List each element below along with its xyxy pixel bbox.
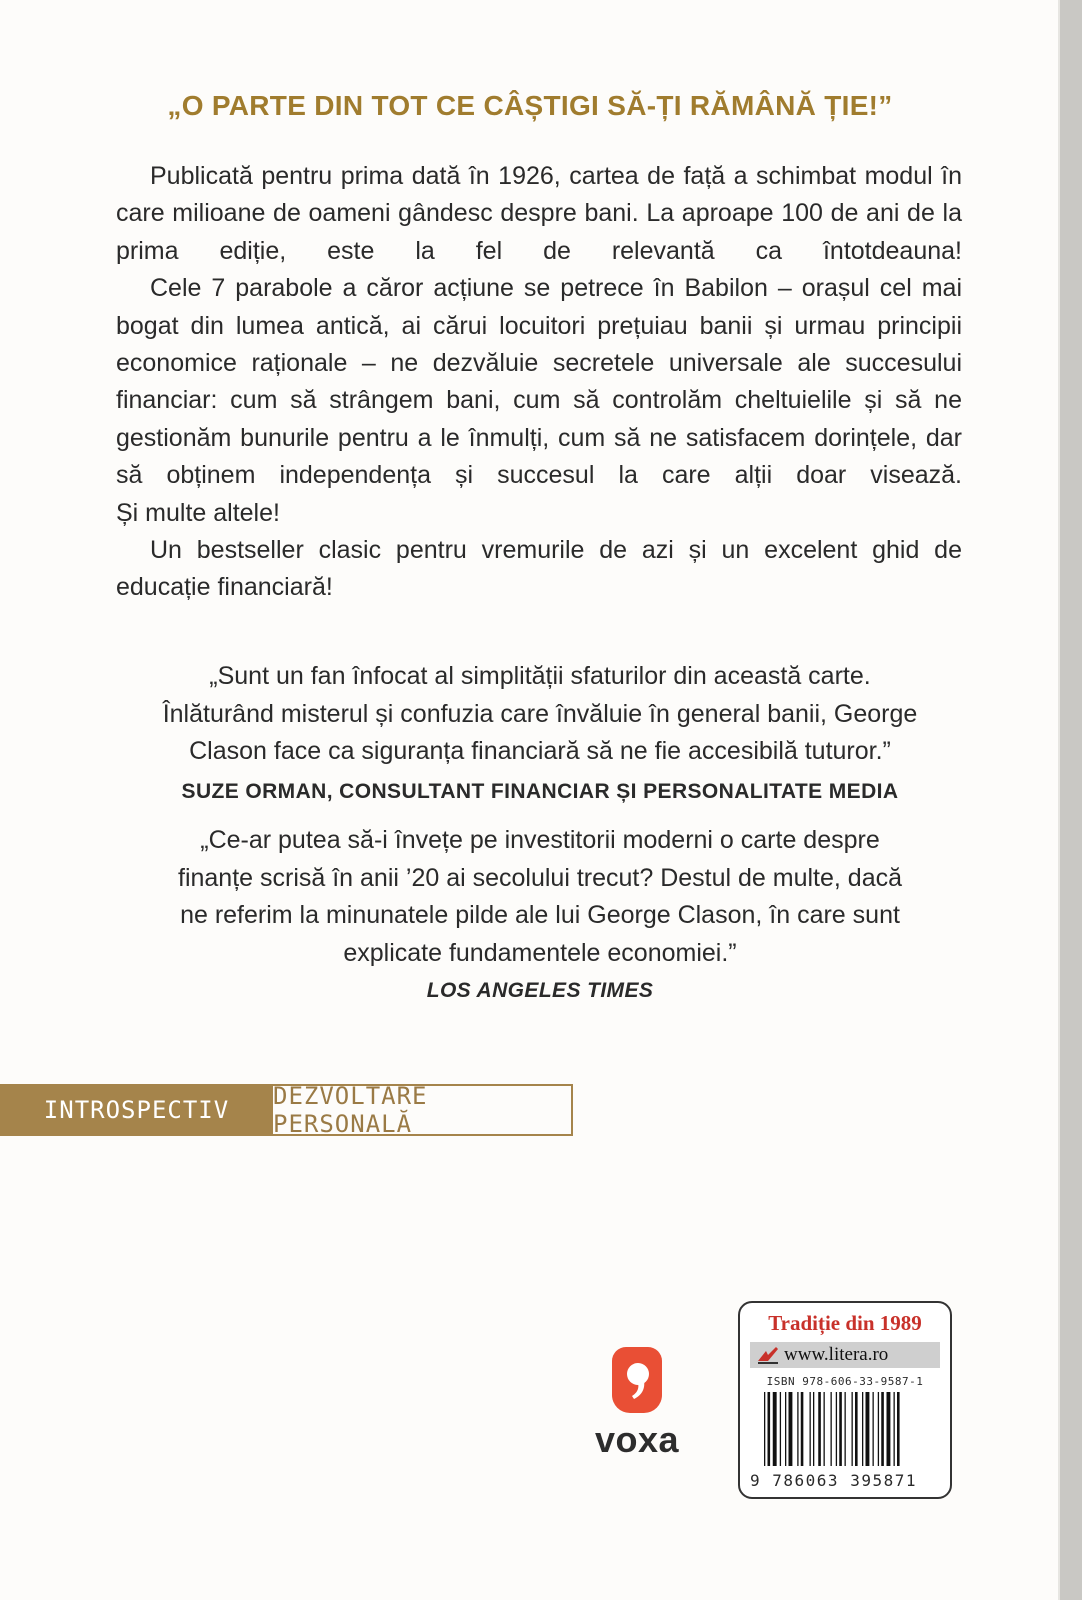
review-quote [100,822,980,1010]
quote-line: „Sunt un fan înfocat al simplității sfaturilor din această carte. [209,662,871,690]
genre-label: DEZVOLTARE PERSONALĂ [273,1084,573,1136]
quote-line: explicate fundamentele economiei.” [343,938,737,967]
litera-logo-icon [756,1345,780,1365]
website-strip [750,1342,940,1368]
imprint-label: INTROSPECTIV [0,1084,273,1136]
quote-line: Clason face ca siguranța financiară să ne fie accesibilă tuturor.” [189,737,891,765]
cover-headline: „O PARTE DIN TOT CE CÂȘTIGI SĂ-ȚI RĂMÂNĂ ȚIE!” [167,90,893,121]
category-banner [0,1084,576,1136]
barcode-panel [738,1301,952,1499]
quote-line: „Ce-ar putea să-i învețe pe investitorii moderni o carte despre [200,826,880,854]
review-quote [100,658,980,810]
blurb [116,158,962,607]
quote-attribution: LOS ANGELES TIMES [426,979,654,1002]
blurb-paragraph: Cele 7 parabole a căror acțiune se petrece în Babilon – orașul cel mai bogat din lumea antică, ai cărui locuitori prețuiau banii și urmau principii economice raționale – ne dezvăluie secretele universale ale succesului financiar: cum să strângem bani, cum să controlăm cheltuielile și să ne gestionăm bunurile pentru a le înmulți, cum să ne satisfacem dorințele, dar să obținem independența și succesul la care alții doar visează. [116,274,962,490]
blurb-paragraph: Un bestseller clasic pentru vremurile de azi și un excelent ghid de educație financiară! [116,536,962,602]
isbn-text: ISBN 978-606-33-9587-1 [766,1375,924,1388]
quote-line: finanțe scrisă în anii ’20 ai secolului trecut? Destul de multe, dacă [178,863,902,892]
voxa-logo-icon [612,1347,662,1413]
page-edge [1060,0,1082,1600]
quote-line: ne referim la minunatele pilde ale lui George Clason, în care sunt [180,901,900,929]
barcode-bars [762,1392,938,1466]
website-text: www.litera.ro [784,1344,889,1365]
quote-attribution: SUZE ORMAN, CONSULTANT FINANCIAR ȘI PERSONALITATE MEDIA [181,779,899,803]
quote-line: Înlăturând misterul și confuzia care învăluie în general banii, George [162,699,918,728]
publisher-logo [572,1347,702,1461]
tradition-text: Tradiție din 1989 [768,1311,922,1335]
publisher-name: voxa [594,1419,680,1460]
blurb-paragraph: Și multe altele! [116,498,280,527]
blurb-paragraph: Publicată pentru prima dată în 1926, cartea de față a schimbat modul în care milioane de oameni gândesc despre bani. La aproape 100 de ani de la prima ediție, este la fel de relevantă ca întotdeauna! [116,162,962,265]
ean-number: 9 786063 395871 [750,1471,917,1490]
